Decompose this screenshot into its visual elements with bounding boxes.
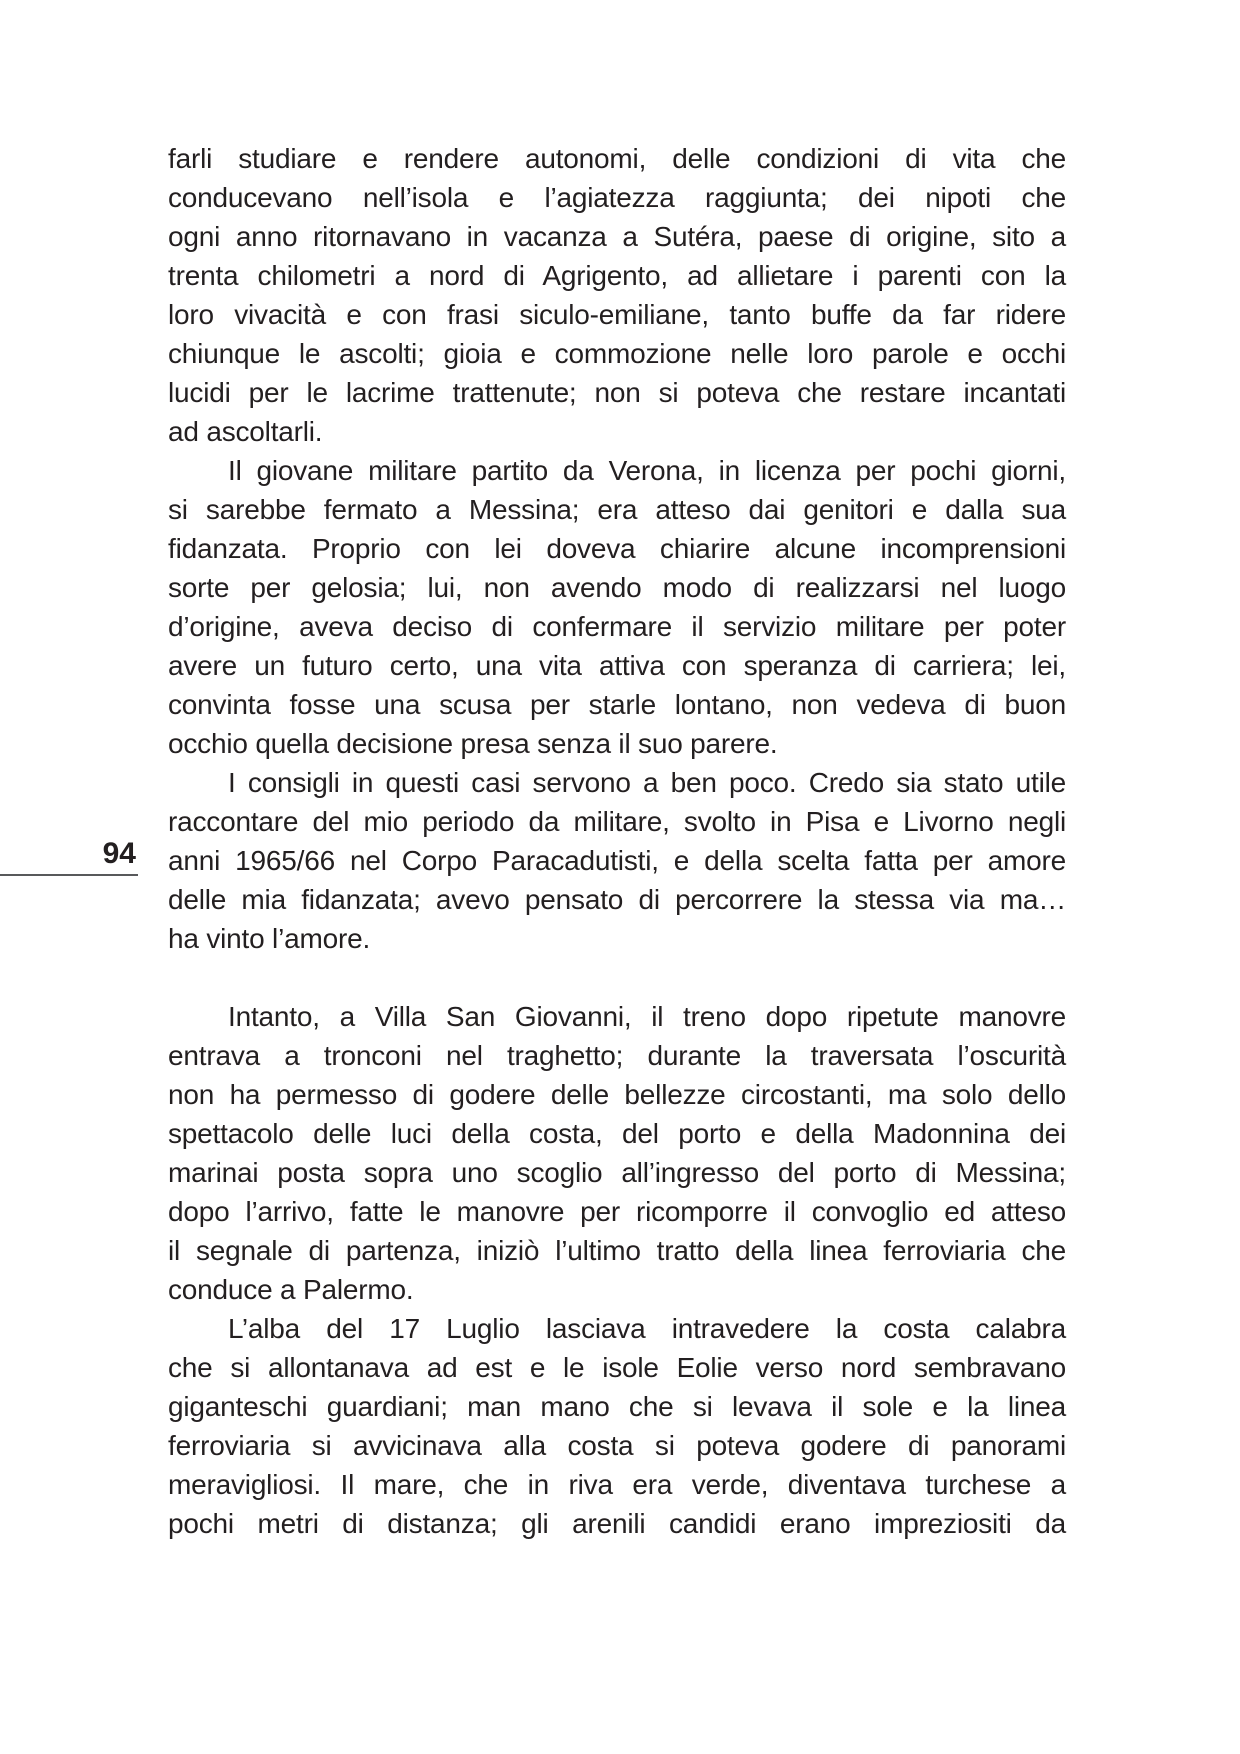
text-line: ogni anno ritornavano in vacanza a Sutéra, paese di origine, sito a xyxy=(168,221,1066,252)
text-line: meravigliosi. Il mare, che in riva era verde, diventava turchese a xyxy=(168,1469,1066,1500)
page-number-block xyxy=(0,839,136,869)
margin-rule xyxy=(0,874,138,876)
text-line: ad ascoltarli. xyxy=(168,416,323,447)
text-line: L’alba del 17 Luglio lasciava intravedere la costa calabra xyxy=(228,1313,1066,1344)
text-line: conducevano nell’isola e l’agiatezza raggiunta; dei nipoti che xyxy=(168,182,1066,213)
text-line: marinai posta sopra uno scoglio all’ingresso del porto di Messina; xyxy=(168,1157,1066,1188)
text-block xyxy=(168,139,1066,1543)
text-line: Intanto, a Villa San Giovanni, il treno dopo ripetute manovre xyxy=(228,1001,1066,1032)
text-line: ferroviaria si avvicinava alla costa si poteva godere di panorami xyxy=(168,1430,1066,1461)
text-line: sorte per gelosia; lui, non avendo modo di realizzarsi nel luogo xyxy=(168,572,1066,603)
text-line: il segnale di partenza, iniziò l’ultimo tratto della linea ferroviaria che xyxy=(168,1235,1066,1266)
text-line: giganteschi guardiani; man mano che si levava il sole e la linea xyxy=(168,1391,1066,1422)
text-line: entrava a tronconi nel traghetto; durante la traversata l’oscurità xyxy=(168,1040,1066,1071)
text-line: conduce a Palermo. xyxy=(168,1274,414,1305)
text-line: dopo l’arrivo, fatte le manovre per ricomporre il convoglio ed atteso xyxy=(168,1196,1066,1227)
text-line: spettacolo delle luci della costa, del porto e della Madonnina dei xyxy=(168,1118,1066,1149)
text-line: trenta chilometri a nord di Agrigento, ad allietare i parenti con la xyxy=(168,260,1066,291)
page-number: 94 xyxy=(102,837,136,870)
text-line: anni 1965/66 nel Corpo Paracadutisti, e della scelta fatta per amore xyxy=(168,845,1066,876)
paragraph-gap xyxy=(168,958,1066,997)
text-line: occhio quella decisione presa senza il suo parere. xyxy=(168,728,778,759)
text-line: farli studiare e rendere autonomi, delle condizioni di vita che xyxy=(168,143,1066,174)
text-line: Il giovane militare partito da Verona, in licenza per pochi giorni, xyxy=(228,455,1066,486)
text-line: pochi metri di distanza; gli arenili candidi erano impreziositi da xyxy=(168,1508,1066,1539)
text-line: fidanzata. Proprio con lei doveva chiarire alcune incomprensioni xyxy=(168,533,1066,564)
text-line: avere un futuro certo, una vita attiva con speranza di carriera; lei, xyxy=(168,650,1066,681)
text-line: si sarebbe fermato a Messina; era atteso dai genitori e dalla sua xyxy=(168,494,1066,525)
text-line: I consigli in questi casi servono a ben poco. Credo sia stato utile xyxy=(228,767,1066,798)
text-line: d’origine, aveva deciso di confermare il servizio militare per poter xyxy=(168,611,1066,642)
text-line: raccontare del mio periodo da militare, svolto in Pisa e Livorno negli xyxy=(168,806,1066,837)
text-line: loro vivacità e con frasi siculo-emiliane, tanto buffe da far ridere xyxy=(168,299,1066,330)
text-line: ha vinto l’amore. xyxy=(168,923,371,954)
text-line: chiunque le ascolti; gioia e commozione nelle loro parole e occhi xyxy=(168,338,1066,369)
text-line: convinta fosse una scusa per starle lontano, non vedeva di buon xyxy=(168,689,1066,720)
text-line: che si allontanava ad est e le isole Eolie verso nord sembravano xyxy=(168,1352,1066,1383)
text-line: non ha permesso di godere delle bellezze circostanti, ma solo dello xyxy=(168,1079,1066,1110)
text-line: lucidi per le lacrime trattenute; non si poteva che restare incantati xyxy=(168,377,1066,408)
text-line: delle mia fidanzata; avevo pensato di percorrere la stessa via ma… xyxy=(168,884,1066,915)
